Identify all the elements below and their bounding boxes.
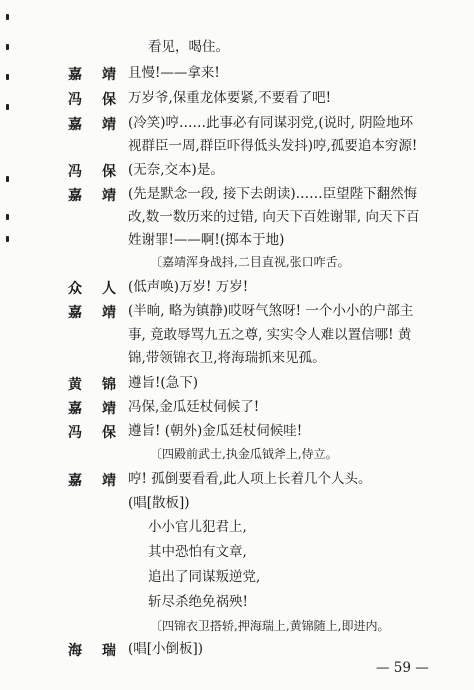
binding-mark [6, 104, 9, 110]
speaker-name: 嘉 靖 [68, 67, 116, 83]
binding-mark [6, 176, 9, 182]
speaker-name: 嘉 靖 [68, 401, 116, 417]
dialogue-line: 事, 竟敢辱骂九五之尊, 实实令人难以置信哪! 黄 [128, 327, 412, 343]
dialogue-line: (半晌, 略为镇静)哎呀气煞呀! 一个小小的户部主 [128, 303, 414, 319]
stage-direction: 〔嘉靖浑身战抖,二目直视,张口咋舌。 [150, 255, 350, 269]
aria-cue: (唱[散板]) [128, 495, 190, 511]
speaker-name: 众 人 [68, 281, 116, 297]
page-number: — 59 — [376, 660, 429, 676]
speaker-name: 嘉 靖 [68, 188, 116, 204]
dialogue-line: (无奈,交本)是。 [128, 162, 224, 178]
dialogue-line: (冷笑)哼……此事必有同谋羽党,(说时, 阴险地环 [128, 115, 414, 131]
stage-direction: 〔四殿前武士,执金瓜钺斧上,侍立。 [150, 447, 338, 461]
stage-direction: 看见，喝住。 [148, 39, 229, 55]
binding-mark [6, 236, 9, 242]
speaker-name: 嘉 靖 [68, 305, 116, 321]
verse-line: 斩尽杀绝免祸殃! [148, 594, 248, 610]
dialogue-line: 且慢!——拿来! [128, 65, 220, 81]
speaker-name: 冯 保 [68, 92, 116, 108]
aria-cue: (唱[小倒板]) [128, 641, 204, 657]
binding-mark [6, 44, 9, 50]
dialogue-line: 视群臣一周,群臣吓得低头发抖)哼,孤要追本穷源! [128, 138, 418, 154]
binding-mark [6, 14, 9, 20]
dialogue-line: (低声唤)万岁! 万岁! [128, 279, 249, 295]
binding-mark [6, 214, 9, 220]
dialogue-line: 锦,带领锦衣卫,将海瑞抓来见孤。 [128, 350, 326, 366]
speaker-name: 黄 锦 [68, 377, 116, 393]
speaker-name: 海 瑞 [68, 643, 116, 659]
dialogue-line: 万岁爷,保重龙体要紧,不要看了吧! [128, 90, 332, 106]
dialogue-line: 改,数一数历来的过错, 向天下百姓谢罪, 向天下百 [128, 209, 420, 225]
dialogue-line: 冯保,金瓜廷杖伺候了! [128, 399, 260, 415]
dialogue-line: 遵旨!(急下) [128, 375, 198, 391]
stage-direction: 〔四锦衣卫搭轿,押海瑞上,黄锦随上,即进内。 [150, 619, 390, 633]
verse-line: 其中恐怕有文章, [148, 544, 247, 560]
dialogue-line: 哼! 孤倒要看看,此人项上长着几个人头。 [128, 471, 372, 487]
dialogue-line: 姓谢罪!——啊!(掷本于地) [128, 232, 285, 248]
dialogue-line: 遵旨! (朝外)金瓜廷杖伺候哇! [128, 423, 303, 439]
speaker-name: 冯 保 [68, 425, 116, 441]
verse-line: 小小官儿犯君上, [148, 519, 247, 535]
dialogue-line: (先是默念一段, 接下去朗读)……臣望陛下翻然悔 [128, 186, 418, 202]
binding-mark [6, 74, 9, 80]
verse-line: 追出了同谋叛逆党, [148, 569, 261, 585]
speaker-name: 冯 保 [68, 164, 116, 180]
speaker-name: 嘉 靖 [68, 473, 116, 489]
speaker-name: 嘉 靖 [68, 117, 116, 133]
